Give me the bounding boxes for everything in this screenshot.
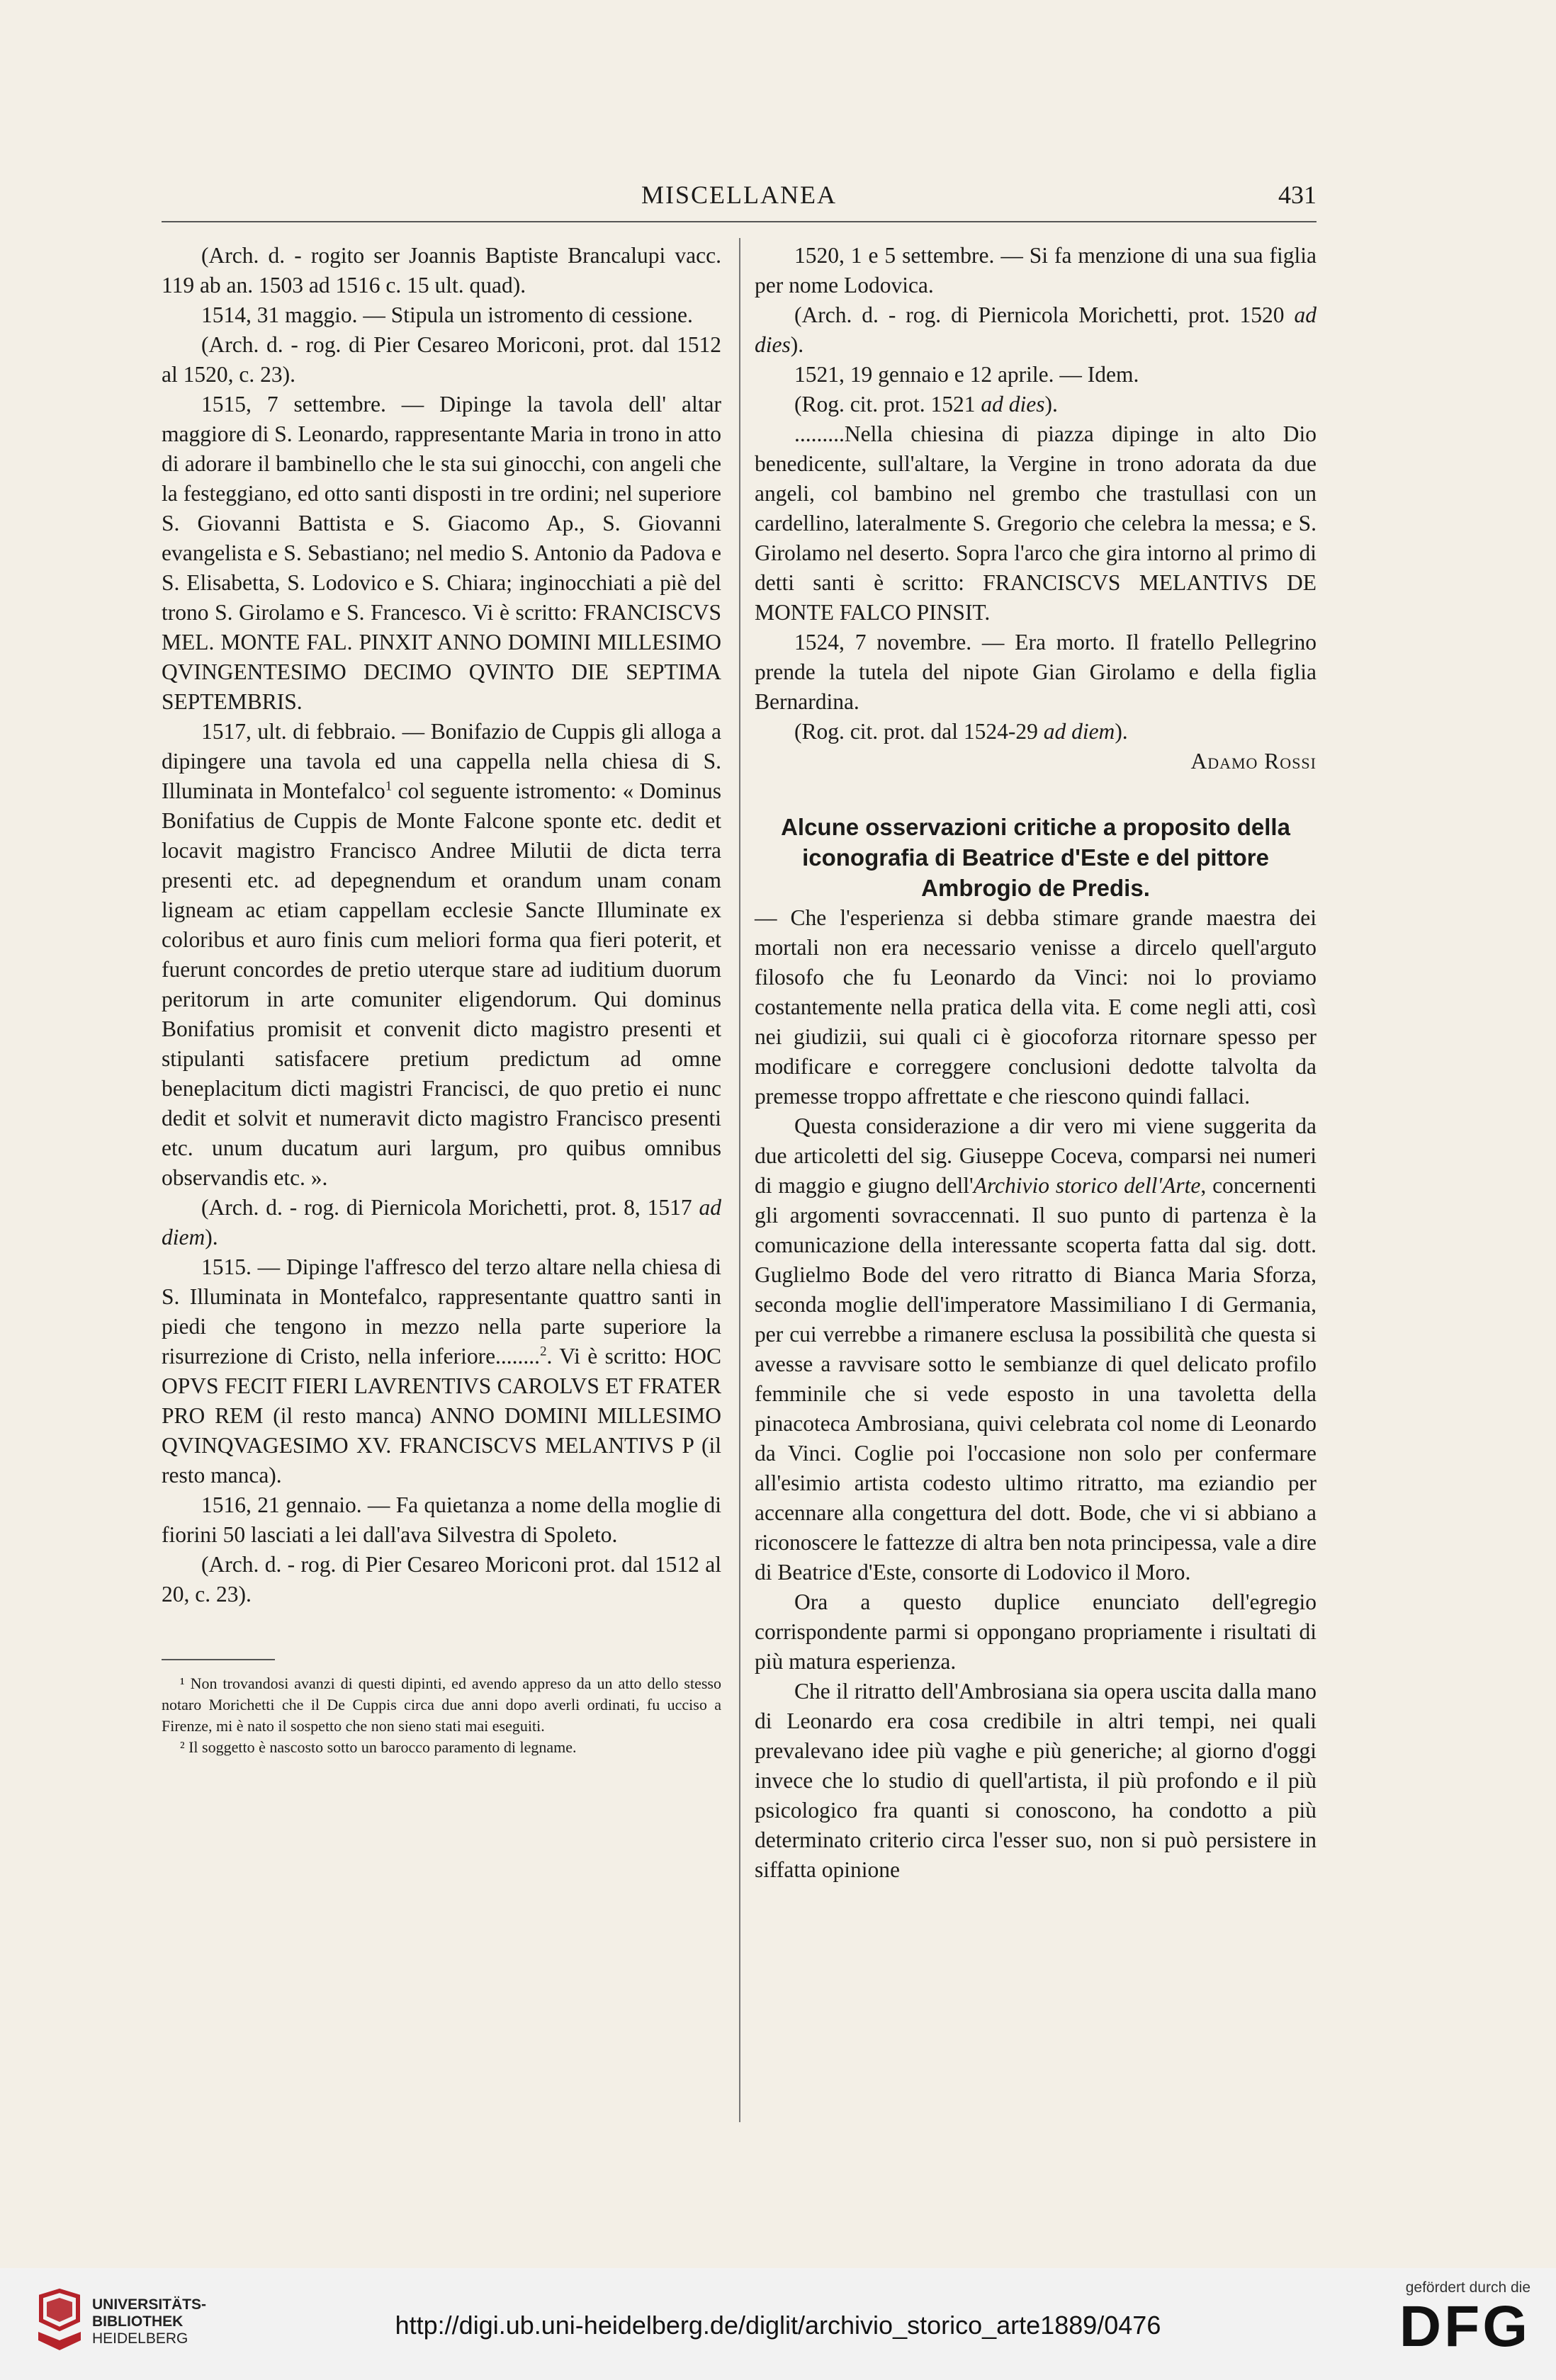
footnote: ² Il soggetto è nascosto sotto un barocco paramento di legname. xyxy=(180,1738,577,1756)
italic-run: ad dies xyxy=(755,302,1317,357)
dfg-logo xyxy=(1389,2279,1530,2357)
paragraph: 1520, 1 e 5 settembre. — Si fa menzione di una sua figlia per nome Lodovica. xyxy=(755,243,1317,298)
page-number: 431 xyxy=(1278,181,1317,209)
paragraph: 1514, 31 maggio. — Stipula un istromento di cessione. xyxy=(201,302,693,327)
paragraph: 1515, 7 settembre. — Dipinge la tavola dell' altar maggiore di S. Leonardo, rappresentante Maria in trono in atto di adorare il bambinello che le sta sui ginocchi, con angeli che la festeggiano, ed otto santi disposti in tre ordini; nel superiore S. Giovanni Battista e S. Giacomo Ap., S. Giovanni evangelista e S. Sebastiano; nel medio S. Antonio da Padova e S. Elisabetta, S. Lodovico e S. Chiara; inginocchiati a piè del trono S. Girolamo e S. Francesco. Vi è scritto: FRANCISCVS MEL. MONTE FAL. PINXIT ANNO DOMINI MILLESIMO QVINGENTESIMO DECIMO QVINTO DIE SEPTIMA SEPTEMBRIS. xyxy=(162,392,721,714)
italic-run: ad diem xyxy=(1043,719,1115,744)
text-run: ). xyxy=(205,1225,218,1250)
paragraph: 1516, 21 gennaio. — Fa quietanza a nome della moglie di fiorini 50 lasciati a lei dall'ava Silvestra di Spoleto. xyxy=(162,1492,721,1547)
text-run: ). xyxy=(790,332,804,357)
italic-run: ad diem xyxy=(162,1195,721,1250)
text-run: col seguente istromento: « Dominus Bonifatius de Cuppis de Monte Falcone sponte etc. dedit et locavit magistro Francisco Andree Milutii de dicta terra presenti etc. ad depegnendum et orandum unam conam ligneam ac etiam cappellam ecclesie Sancte Illuminate ex coloribus et auro finis cum meliori forma qua fieri poterit, et fuerunt concordes de pretio uterque stare ad iuditium duorum peritorum in arte comuniter eligendorum. Qui dominus Bonifatius promisit et convenit dicto magistro presenti et stipulanti satisfacere pretium predictum ad omne beneplacitum dicti magistri Francisci, de quo pretio ei nunc dedit et solvit et numeravit dicto magistro Francisco presenti etc. unum ducatum auri largum, pro quibus omnibus observandis etc. ». xyxy=(162,778,721,1190)
text-run: Questa considerazione a dir vero mi viene suggerita da due articoletti del sig. Giuseppe Coceva, comparsi nei numeri di maggio e giugno dell' xyxy=(755,1114,1317,1198)
paragraph: 1521, 19 gennaio e 12 aprile. — Idem. xyxy=(794,362,1139,387)
author-signature: Adamo Rossi xyxy=(1190,749,1317,774)
heading-text: Alcune osservazioni critiche a proposito della iconografia di Beatrice d'Este e del pittore Ambrogio de Predis. xyxy=(781,814,1290,901)
footnote-ref: 1 xyxy=(385,778,393,794)
paragraph xyxy=(755,390,1317,419)
header-rule xyxy=(162,221,1317,222)
paragraph xyxy=(162,1252,721,1490)
library-line: BIBLIOTHEK xyxy=(92,2313,184,2330)
footnote: ¹ Non trovandosi avanzi di questi dipinti, ed avendo appreso da un atto dello stesso notaro Morichetti che il De Cuppis circa due anni dopo averli ordinati, fu ucciso a Firenze, mi è nato il sospetto che non sieno stati mai eseguiti. xyxy=(162,1674,721,1735)
paragraph xyxy=(162,717,721,1193)
paragraph: Che il ritratto dell'Ambrosiana sia opera uscita dalla mano di Leonardo era cosa credibile in altri tempi, nei quali prevalevano idee più vaghe e più generiche; al giorno d'oggi invece che lo studio di quell'artista, il più profondo e il più psicologico fra quanti si conoscono, ha condotto a più determinato criterio circa l'esser suo, non si può persistere in siffatta opinione xyxy=(755,1679,1317,1882)
column-divider xyxy=(739,238,740,2122)
paragraph: — Che l'esperienza si debba stimare grande maestra dei mortali non era necessario venisse a dircelo quell'arguto filosofo che fu Leonardo da Vinci: noi lo proviamo costantemente nella pratica della vita. E come negli atti, così nei giudizii, sui quali ci è giocoforza ritornare spesso per modificare e correggere conclusioni dedotte talvolta da premesse troppo affrettate e che riescono quindi fallaci. xyxy=(755,905,1317,1109)
library-line: UNIVERSITÄTS- xyxy=(92,2296,207,2313)
text-run: ). xyxy=(1044,392,1058,416)
permalink-url[interactable]: http://digi.ub.uni-heidelberg.de/diglit/archivio_storico_arte1889/0476 xyxy=(395,2311,1161,2340)
footnote-ref: 2 xyxy=(540,1344,547,1359)
paragraph: (Arch. d. - rogito ser Joannis Baptiste Brancalupi vacc. 119 ab an. 1503 ad 1516 c. 15 ult. quad). xyxy=(162,243,721,298)
paragraph: 1524, 7 novembre. — Era morto. Il fratello Pellegrino prende la tutela del nipote Gian Girolamo e della figlia Bernardina. xyxy=(755,630,1317,714)
text-run: ). xyxy=(1115,719,1128,744)
text-run: , concernenti gli argomenti sovraccennati. Il suo punto di partenza è la comunicazione della interessante scoperta fatta dal sig. dott. Guglielmo Bode del vero ritratto di Bianca Maria Sforza, seconda moglie dell'imperatore Massimiliano I di Germania, per cui verrebbe a rimanere esclusa la possibilità che questa si avesse a ravvisare sotto le sembianze di quel delicato profilo femminile che si vede esposto in una tavoletta della pinacoteca Ambrosiana, quivi celebrata col nome di Leonardo da Vinci. Coglie poi l'occasione non solo per confermare all'esimio artista codesto ultimo ritratto, ma eziandio per accennare alla congettura del dott. Bode, che vi si abbiano a riconoscere le fattezze di altra ben nota principessa, vale a dire di Beatrice d'Este, consorte di Lodovico il Moro. xyxy=(755,1173,1317,1585)
library-line: HEIDELBERG xyxy=(92,2330,188,2347)
text-run: (Rog. cit. prot. dal 1524-29 xyxy=(794,719,1044,744)
paragraph xyxy=(162,1193,721,1252)
right-column xyxy=(755,241,1317,1885)
text-run: 1515. — Dipinge l'affresco del terzo altare nella chiesa di S. Illuminata in Montefalco, rappresentante quattro santi in piedi che tengono in mezzo nella parte superiore la risurrezione di Cristo, nella inferiore........ xyxy=(162,1254,721,1368)
text-run: (Arch. d. - rog. di Piernicola Morichetti, prot. 1520 xyxy=(794,302,1295,327)
article-heading xyxy=(755,812,1317,903)
paragraph: (Arch. d. - rog. di Pier Cesareo Moriconi prot. dal 1512 al 20, c. 23). xyxy=(162,1552,721,1606)
paragraph: Ora a questo duplice enunciato dell'egregio corrispondente parmi si oppongano propriamente i risultati di più matura esperienza. xyxy=(755,1590,1317,1674)
italic-run: ad dies xyxy=(981,392,1045,416)
text-run: . Vi è scritto: HOC OPVS FECIT FIERI LAVRENTIVS CAROLVS ET FRATER PRO REM (il resto manca) ANNO DOMINI MILLESIMO QVINQVAGESIMO XV. FRANCISCVS MELANTIVS P (il resto manca). xyxy=(162,1344,721,1488)
footnote-rule xyxy=(162,1659,275,1660)
left-column xyxy=(162,241,721,1758)
dfg-wordmark: DFG xyxy=(1399,2294,1530,2359)
text-run: 1517, ult. di febbraio. — Bonifazio de Cuppis gli alloga a dipingere una tavola ed una cappella nella chiesa di S. Illuminata in Montefalco xyxy=(162,719,721,803)
digitization-footer xyxy=(0,2268,1556,2380)
section-title: MISCELLANEA xyxy=(641,181,837,209)
running-header xyxy=(162,176,1317,214)
paragraph: (Arch. d. - rog. di Pier Cesareo Moriconi, prot. dal 1512 al 1520, c. 23). xyxy=(162,332,721,387)
footnotes xyxy=(162,1673,721,1758)
text-run: (Rog. cit. prot. 1521 xyxy=(794,392,981,416)
paragraph: .........Nella chiesina di piazza dipinge in alto Dio benedicente, sull'altare, la Vergine in trono adorata da due angeli, col bambino nel grembo che trastullasi con un cardellino, lateralmente S. Gregorio che celebra la messa; e S. Girolamo nel deserto. Sopra l'arco che gira intorno al primo di detti santi è scritto: FRANCISCVS MELANTIVS DE MONTE FALCO PINSIT. xyxy=(755,421,1317,625)
italic-run: Archivio storico dell'Arte xyxy=(973,1173,1201,1198)
funded-by-text: gefördert durch die xyxy=(1405,2279,1530,2296)
paragraph xyxy=(755,300,1317,360)
paragraph xyxy=(755,1111,1317,1587)
paragraph xyxy=(755,717,1317,747)
text-run: (Arch. d. - rog. di Piernicola Morichetti, prot. 8, 1517 xyxy=(201,1195,699,1220)
